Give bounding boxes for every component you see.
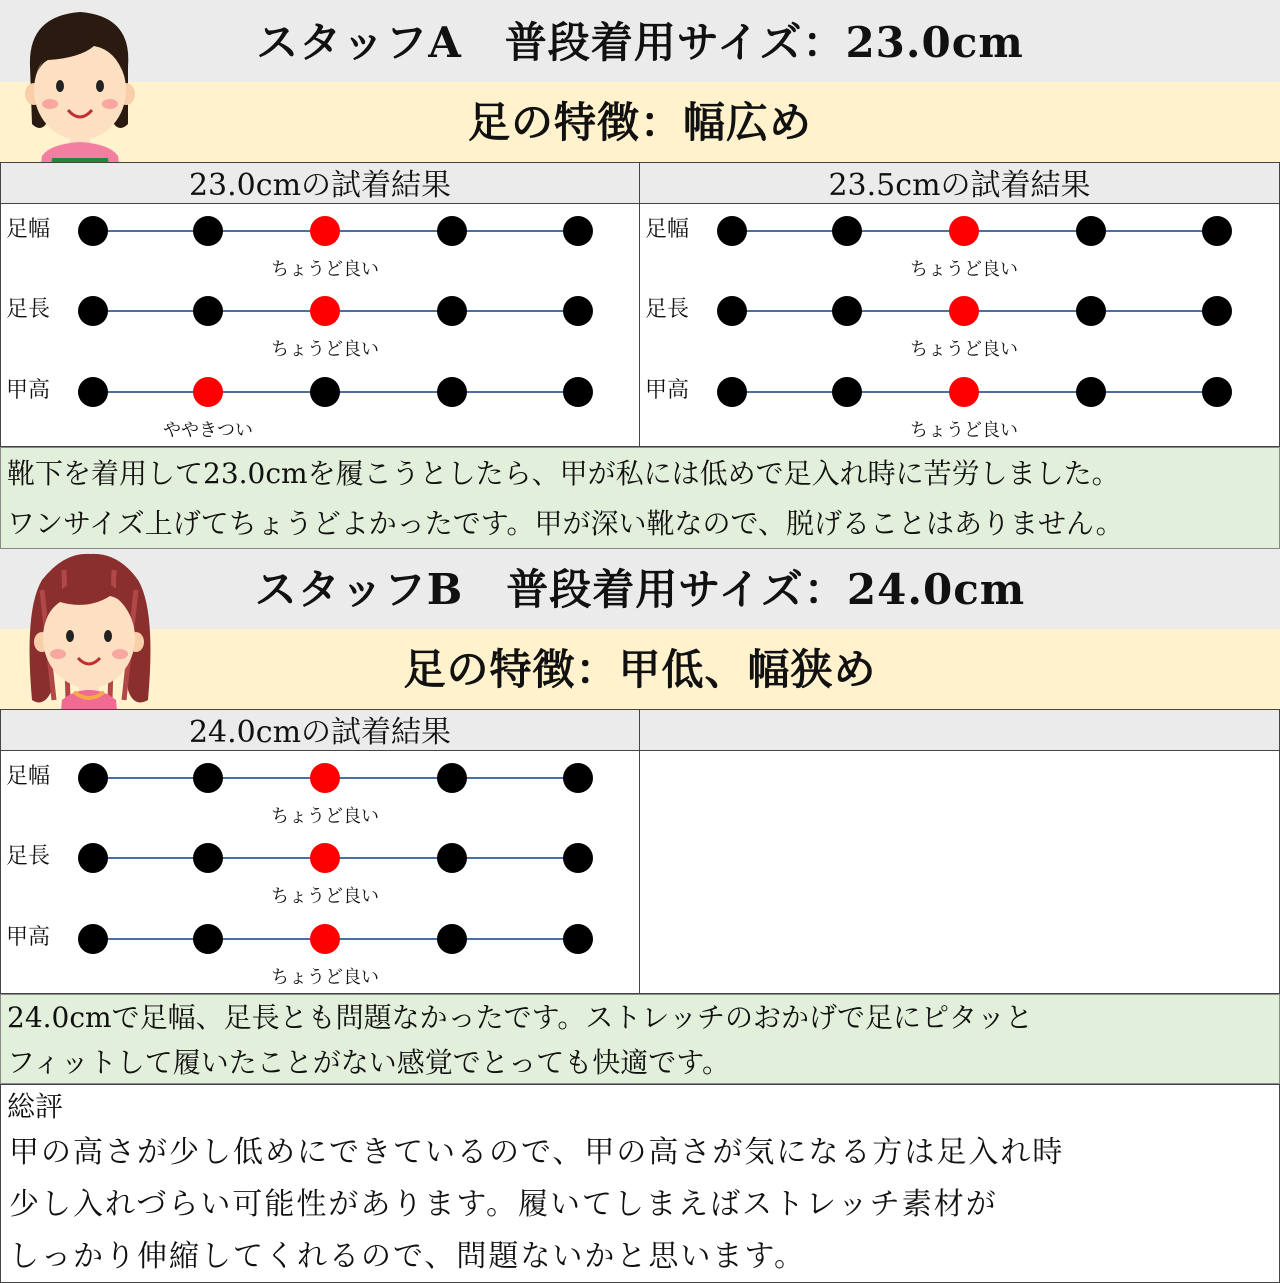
- staff-a-panel-1-row-1-dot-2: [832, 296, 862, 326]
- staff-b-title-band: [0, 549, 1280, 629]
- staff-a-panel-1-row-2-dot-4: [1076, 377, 1106, 407]
- staff-b-panel-0-row-1-dot-4: [437, 843, 467, 873]
- staff-a-panel-1-row-0-dot-2: [832, 216, 862, 246]
- staff-a-panel-0-row-2-dot-3: [310, 377, 340, 407]
- staff-a-panel-1-row-2-dot-5: [1202, 377, 1232, 407]
- staff-a-panel-0-row-1-dot-2: [193, 296, 223, 326]
- staff-a-title: スタッフA 普段着用サイズ：23.0cm: [256, 18, 1024, 67]
- staff-a-panel-0-row-0-dot-2: [193, 216, 223, 246]
- staff-b-panel-0-heading: 24.0cmの試着結果: [188, 715, 452, 750]
- staff-b-panel-0-row-0-dot-4: [437, 763, 467, 793]
- staff-b-panel-0-row-2-label: 甲高: [6, 925, 51, 950]
- staff-b-empty-panel: [639, 750, 1280, 994]
- staff-a-panel-1-row-2-dot-1: [717, 377, 747, 407]
- staff-a-panel-1-row-2-label: 甲高: [645, 378, 690, 403]
- staff-a-panel-1-row-0-dot-4: [1076, 216, 1106, 246]
- staff-a-feature: 足の特徴：幅広め: [467, 98, 812, 147]
- staff-a-panel-1-row-0-label: 足幅: [645, 217, 690, 242]
- staff-b-comment-line-2: フィットして履いたことがない感覚でとっても快適です。: [7, 1046, 730, 1079]
- staff-b-panel-0-row-0-dot-2: [193, 763, 223, 793]
- summary-line-1: 甲の高さが少し低めにできているので、甲の高さが気になる方は足入れ時: [9, 1135, 1065, 1170]
- staff-a-panel-1-row-2-note: ちょうど良い: [910, 420, 1018, 441]
- staff-a-panel-1-heading: 23.5cmの試着結果: [828, 168, 1091, 203]
- staff-b-comment-line-1: 24.0cmで足幅、足長とも問題なかったです。ストレッチのおかげで足にピタッと: [7, 1001, 1034, 1034]
- summary-line-2: 少し入れづらい可能性があります。履いてしまえばストレッチ素材が: [9, 1187, 998, 1222]
- staff-b-panel-0-row-1-label: 足長: [6, 844, 51, 869]
- staff-b-panel-0-row-1-dot-1: [78, 843, 108, 873]
- staff-a-panel-1-row-0-selected-dot: [949, 216, 979, 246]
- staff-b-feature-band: [0, 629, 1280, 709]
- staff-a-panel-0-row-1-selected-dot: [310, 296, 340, 326]
- staff-b-panel-0-row-0-dot-1: [78, 763, 108, 793]
- staff-a-panel-1-row-1-dot-1: [717, 296, 747, 326]
- staff-b-panel-0-row-2-selected-dot: [310, 924, 340, 954]
- staff-b-panel-0-row-0-selected-dot: [310, 763, 340, 793]
- staff-a-panel-1-row-1-selected-dot: [949, 296, 979, 326]
- staff-b-empty-heading-cell: [639, 709, 1280, 751]
- staff-b-panel-0-row-1-selected-dot: [310, 843, 340, 873]
- staff-a-panel-1-heading-cell: [639, 162, 1280, 204]
- staff-a-panel-1-row-0-dot-1: [717, 216, 747, 246]
- staff-a-comment-line-2: ワンサイズ上げてちょうどよかったです。甲が深い靴なので、脱げることはありません。: [7, 507, 1124, 540]
- staff-b-panel-0-row-2-dot-1: [78, 924, 108, 954]
- staff-a-comment-line-1: 靴下を着用して23.0cmを履こうとしたら、甲が私には低めで足入れ時に苦労しました。: [7, 457, 1120, 490]
- staff-a-panel-1-row-1-note: ちょうど良い: [910, 339, 1018, 360]
- summary-line-3: しっかり伸縮してくれるので、問題ないかと思います。: [9, 1239, 806, 1274]
- staff-b-panel-0-row-0-dot-5: [563, 763, 593, 793]
- staff-a-panel-1-row-2-dot-2: [832, 377, 862, 407]
- staff-a-panel-1-row-1-dot-5: [1202, 296, 1232, 326]
- staff-a-panel-0-row-1-dot-5: [563, 296, 593, 326]
- staff-a-panel-0-row-2-dot-4: [437, 377, 467, 407]
- staff-a-panel-0-row-0-note: ちょうど良い: [271, 259, 379, 280]
- staff-b-panel-0-row-2-dot-5: [563, 924, 593, 954]
- staff-b-panel-0-row-2-dot-2: [193, 924, 223, 954]
- staff-a-panel-0-row-2-selected-dot: [193, 377, 223, 407]
- staff-a-panel-1-row-1-dot-4: [1076, 296, 1106, 326]
- staff-b-panel-0-row-1-note: ちょうど良い: [271, 886, 379, 907]
- staff-a-panel-0-row-2-note: ややきつい: [163, 420, 253, 441]
- staff-a-title-band: [0, 0, 1280, 82]
- staff-a-panel-0-row-0-label: 足幅: [6, 217, 51, 242]
- staff-b-feature: 足の特徴：甲低、幅狭め: [403, 645, 877, 694]
- staff-a-panel-0-row-0-dot-4: [437, 216, 467, 246]
- staff-a-panel-0-row-0-dot-1: [78, 216, 108, 246]
- staff-a-panel-0-heading: 23.0cmの試着結果: [188, 168, 452, 203]
- staff-a-panel-0-row-1-dot-1: [78, 296, 108, 326]
- staff-b-panel-0-row-1-dot-5: [563, 843, 593, 873]
- staff-a-panel-0-heading-cell: [0, 162, 640, 204]
- staff-a-panel-0-row-1-label: 足長: [6, 297, 51, 322]
- staff-b-panel-0-heading-cell: [0, 709, 640, 751]
- staff-b-panel-0-row-2-dot-4: [437, 924, 467, 954]
- staff-a-panel-0-row-2-label: 甲高: [6, 378, 51, 403]
- staff-a-panel-1-row-1-label: 足長: [645, 297, 690, 322]
- summary: [0, 1084, 1280, 1283]
- summary-heading: 総評: [7, 1090, 64, 1123]
- staff-b-title: スタッフB 普段着用サイズ：24.0cm: [254, 565, 1026, 614]
- staff-a-panel-1-row-2-selected-dot: [949, 377, 979, 407]
- staff-a-panel-1-row-0-dot-5: [1202, 216, 1232, 246]
- staff-b-panel-0-row-0-label: 足幅: [6, 764, 51, 789]
- staff-a-panel-1-row-0-note: ちょうど良い: [910, 259, 1018, 280]
- staff-a-panel-0-row-2-dot-5: [563, 377, 593, 407]
- staff-a-comment: [0, 447, 1280, 549]
- staff-b-panel-0-row-1-dot-2: [193, 843, 223, 873]
- staff-a-panel-0-row-1-note: ちょうど良い: [271, 339, 379, 360]
- staff-b-comment: [0, 994, 1280, 1084]
- staff-b-panel-0-row-0-note: ちょうど良い: [271, 806, 379, 827]
- staff-a-feature-band: [0, 82, 1280, 162]
- staff-a-panel-0-row-1-dot-4: [437, 296, 467, 326]
- staff-a-panel-0-row-2-dot-1: [78, 377, 108, 407]
- staff-a-panel-0-row-0-selected-dot: [310, 216, 340, 246]
- staff-b-panel-0-row-2-note: ちょうど良い: [271, 967, 379, 988]
- staff-a-panel-0-row-0-dot-5: [563, 216, 593, 246]
